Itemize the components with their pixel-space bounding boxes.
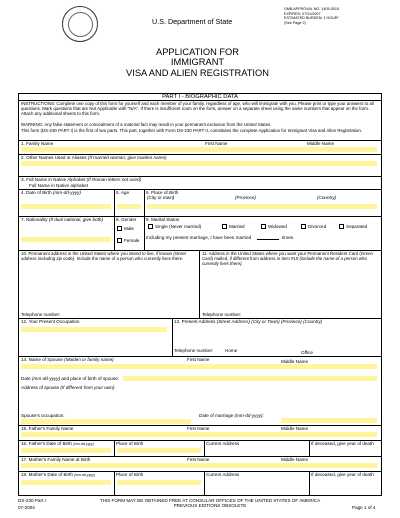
times-married-suffix: times. — [282, 235, 295, 240]
form-body — [18, 93, 382, 496]
other-names-field[interactable] — [21, 161, 377, 166]
part-note: This form (DS-230 PART I) is the first of two parts. This part, together with Form DS-230 PART II, constitutes the complete Application for Immigrant Visa and Alien Registration. — [21, 128, 362, 133]
divorced-checkbox[interactable] — [301, 224, 306, 229]
spouse-dob-field[interactable] — [123, 376, 377, 381]
marriage-date-field[interactable] — [281, 418, 377, 423]
form-number: DS-230 Part I — [18, 498, 46, 503]
province-label: (Province) — [235, 195, 256, 200]
mother-name-label: 17. Mother's Family Name at Birth — [21, 457, 91, 462]
title-line-1: APPLICATION FOR — [156, 47, 239, 57]
omb-approval: OMB APPROVAL NO. 1405-0015 EXPIRES: 07/31/2007 ESTIMATED BURDEN: 1 HOUR* (See Page 2) — [284, 7, 339, 26]
spouse-occupation-field[interactable] — [21, 419, 191, 424]
dob-field[interactable] — [21, 204, 111, 209]
mother-dob-field[interactable] — [21, 480, 111, 485]
place-of-birth-field[interactable] — [147, 204, 377, 209]
form-title — [110, 47, 285, 78]
footer-notice — [90, 498, 330, 509]
footer-notice-line-1: THIS FORM MAY BE OBTAINED FREE AT CONSULAR OFFICES OF THE UNITED STATES OF AMERICA — [99, 498, 321, 503]
nationality-label: 7. Nationality (If dual national, give both) — [21, 217, 103, 222]
single-checkbox[interactable] — [148, 224, 153, 229]
part-heading: PART I - BIOGRAPHIC DATA — [162, 94, 238, 100]
title-line-2: IMMIGRANT — [170, 57, 225, 68]
form-date: 07-2004 — [18, 505, 35, 510]
middle-name-label: Middle Name — [307, 141, 335, 146]
spouse-name-label: 14. Name of Spouse (Maiden or family name) — [21, 357, 114, 362]
spouse-name-field[interactable] — [21, 364, 377, 369]
title-line-3: VISA AND ALIEN REGISTRATION — [126, 67, 269, 78]
dob-label: 4. Date of Birth (mm-dd-yyyy) — [21, 190, 81, 195]
page-number: Page 1 of 4 — [352, 505, 376, 510]
male-label: Male — [124, 226, 134, 231]
father-address-label: Current Address — [206, 441, 240, 446]
father-dob-field[interactable] — [21, 448, 111, 453]
mother-pob-label: Place of Birth — [116, 472, 144, 477]
home-label: Home — [225, 348, 238, 353]
country-label: (Country) — [317, 195, 337, 200]
father-name-field[interactable] — [21, 432, 377, 437]
family-name-field[interactable] — [21, 147, 377, 152]
state-department-seal — [62, 6, 98, 42]
native-name-sublabel: Full Name in Native alphabet — [29, 183, 88, 188]
family-name-label: 1. Family Name — [21, 141, 54, 146]
tel-label-11: Telephone number: — [202, 312, 242, 317]
present-address-label: 13. Present Address (Street Address) (City or Town) (Province) (Country) — [174, 319, 323, 324]
present-tel-label: Telephone number: — [174, 348, 214, 353]
times-married-prefix: Including my present marriage, I have been married — [146, 235, 252, 240]
mother-dob-label: 18. Mother's Date of Birth (mm-dd-yyyy) — [21, 472, 95, 477]
widowed-label: Widowed — [268, 224, 287, 229]
father-pob-field[interactable] — [117, 448, 201, 453]
green-card-address-label: 11. Address in the United States where you want your Permanent Resident Card (Green Card) mailed, if different from address in item #10 (include the name of a person who currently lives there). — [202, 251, 373, 267]
married-label: Married — [229, 224, 245, 229]
age-field[interactable] — [117, 204, 141, 209]
nationality-field[interactable] — [21, 237, 111, 242]
office-label: Office — [301, 350, 313, 355]
male-checkbox[interactable] — [117, 226, 122, 231]
occupation-field[interactable] — [21, 327, 167, 332]
times-married-field[interactable] — [257, 239, 279, 240]
spouse-middle-label: Middle Name — [281, 359, 309, 364]
father-deceased-label: If deceased, give year of death — [311, 441, 374, 446]
native-name-label: 3. Full Name in Native Alphabet (If Roman letters not used) — [21, 177, 142, 182]
occupation-label: 12. Your Present Occupation — [21, 319, 80, 324]
female-label: Female — [124, 238, 140, 243]
mother-pob-field[interactable] — [117, 480, 201, 485]
father-middle-label: Middle Name — [281, 426, 309, 431]
age-label: 5. Age — [116, 190, 130, 195]
separated-checkbox[interactable] — [339, 224, 344, 229]
tel-label-10: Telephone number: — [21, 312, 61, 317]
mother-name-field[interactable] — [21, 463, 377, 468]
marital-status-label: 9. Marital Status — [146, 217, 180, 222]
married-checkbox[interactable] — [222, 224, 227, 229]
place-of-birth-label: 6. Place of Birth — [146, 190, 179, 195]
gender-label: 8. Gender — [116, 217, 137, 222]
spouse-dob-label: Date (mm-dd-yyyy) and place of birth of spouse: — [21, 376, 120, 381]
footer-notice-line-2: PREVIOUS EDITIONS OBSOLETE — [173, 503, 247, 509]
single-label: Single (Never married) — [155, 224, 202, 229]
other-names-label: 2. Other Names Used or Aliases (If married woman, give maiden name) — [21, 155, 167, 160]
divorced-label: Divorced — [308, 224, 327, 229]
mother-address-label: Current Address — [206, 472, 240, 477]
us-address-label: 10. Permanent address in the United States where you intend to live, if known (street address including zip code). Include the name of a person who currently lives there. — [21, 251, 186, 262]
spouse-occupation-label: Spouse's occupation: — [21, 413, 65, 418]
separated-label: Separated — [346, 224, 368, 229]
spouse-address-label: Address of spouse (If different from your own): — [21, 385, 116, 390]
widowed-checkbox[interactable] — [261, 224, 266, 229]
instructions: INSTRUCTIONS: Complete one copy of this form for yourself and each member of your family, regardless of age, who will immigrate with you. Please print or type your answers to all questions. Mark questions that are Not Applicable with "N/A". If there is insufficient room on the form, answer on a separate sheet using the same numbers that appear on the form. Attach any additional sheets to this form. — [21, 101, 374, 117]
department-name: U.S. Department of State — [152, 17, 233, 26]
mother-deceased-label: If deceased, give year of death — [311, 472, 374, 477]
marriage-date-label: Date of marriage (mm-dd-yyyy): — [199, 413, 264, 418]
first-name-label: First Name — [205, 141, 228, 146]
father-pob-label: Place of Birth — [116, 441, 144, 446]
mother-middle-label: Middle Name — [281, 457, 309, 462]
female-checkbox[interactable] — [117, 238, 122, 243]
warning: WARNING: Any false statement or concealment of a material fact may result in your permanent exclusion from the United States. — [21, 122, 272, 127]
spouse-first-label: First Name — [187, 357, 210, 362]
mother-first-label: First Name — [187, 457, 210, 462]
city-label: (City or town) — [147, 195, 175, 200]
father-name-label: 15. Father's Family Name — [21, 426, 74, 431]
father-first-label: First Name — [187, 426, 210, 431]
father-dob-label: 16. Father's Date of Birth (mm-dd-yyyy) — [21, 441, 94, 446]
